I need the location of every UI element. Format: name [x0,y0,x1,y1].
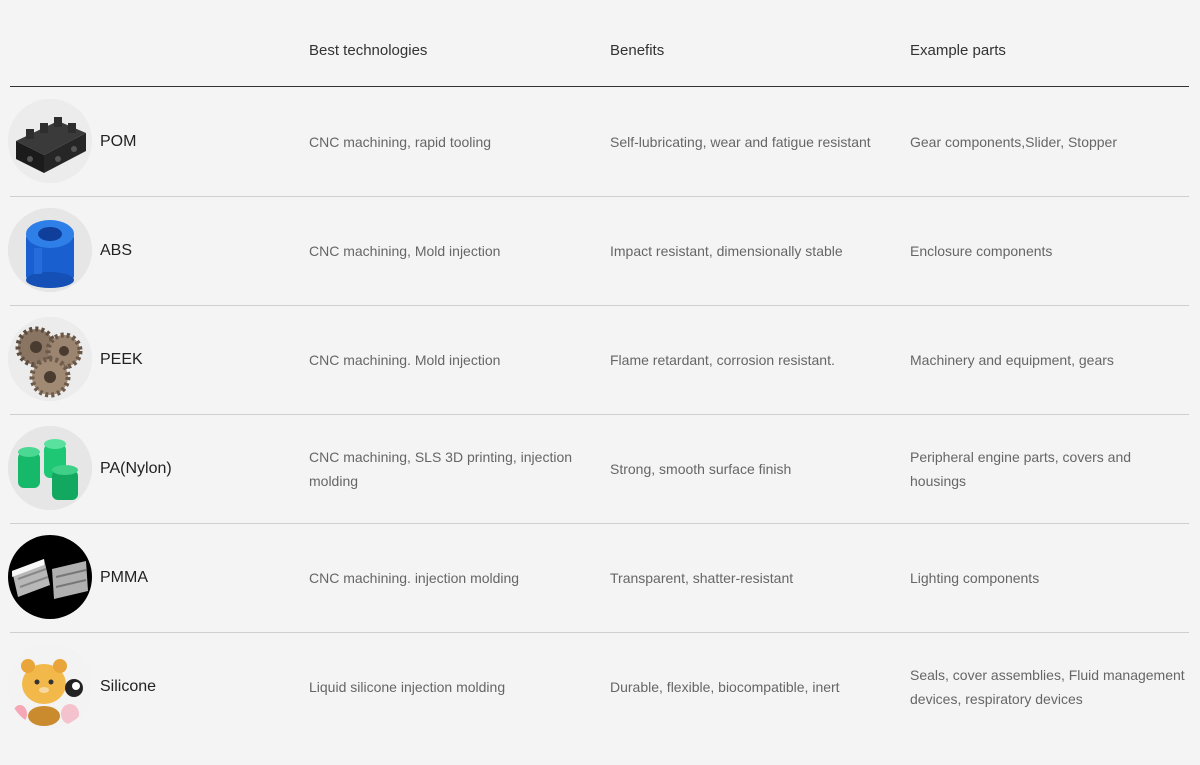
material-technologies: CNC machining. injection molding [309,569,520,586]
table-header [10,0,1189,87]
table-row-pa-nylon [10,414,1189,524]
material-technologies: CNC machining, Mold injection [309,242,501,259]
table-row-peek [10,305,1189,415]
material-example-parts: Machinery and equipment, gears [910,351,1114,368]
header-example-parts: Example parts [910,42,1006,59]
material-benefits: Transparent, shatter-resistant [610,569,794,586]
material-example-parts: Enclosure components [910,242,1053,259]
material-technologies: CNC machining, rapid tooling [309,133,492,150]
material-example-parts: Lighting components [910,569,1040,586]
material-example-parts: Gear components,Slider, Stopper [910,133,1118,150]
material-benefits: Strong, smooth surface finish [610,460,792,477]
material-technologies: CNC machining, SLS 3D printing, injection molding [309,448,573,489]
pmma-material-image [8,535,92,619]
material-technologies: Liquid silicone injection molding [309,678,506,695]
material-name: PA(Nylon) [100,459,172,477]
abs-material-image [8,208,92,292]
material-benefits: Durable, flexible, biocompatible, inert [610,678,840,695]
pa-nylon-material-image [8,426,92,510]
material-example-parts: Peripheral engine parts, covers and housings [910,448,1132,489]
silicone-material-image [8,644,92,728]
table-row-silicone [10,632,1189,741]
pom-material-image [8,99,92,183]
table-row-abs [10,196,1189,306]
table-row-pmma [10,523,1189,633]
material-name: Silicone [100,677,157,695]
peek-material-image [8,317,92,401]
material-benefits: Flame retardant, corrosion resistant. [610,351,835,368]
material-example-parts: Seals, cover assemblies, Fluid management devices, respiratory devices [910,666,1185,707]
material-benefits: Self-lubricating, wear and fatigue resistant [610,133,871,150]
material-technologies: CNC machining. Mold injection [309,351,501,368]
table-row-pom [10,87,1189,197]
material-name: PEEK [100,350,143,368]
material-name: PMMA [100,568,148,586]
material-name: ABS [100,241,133,259]
material-name: POM [100,132,137,150]
header-benefits: Benefits [610,42,665,59]
material-benefits: Impact resistant, dimensionally stable [610,242,843,259]
header-best-technologies: Best technologies [309,42,428,59]
